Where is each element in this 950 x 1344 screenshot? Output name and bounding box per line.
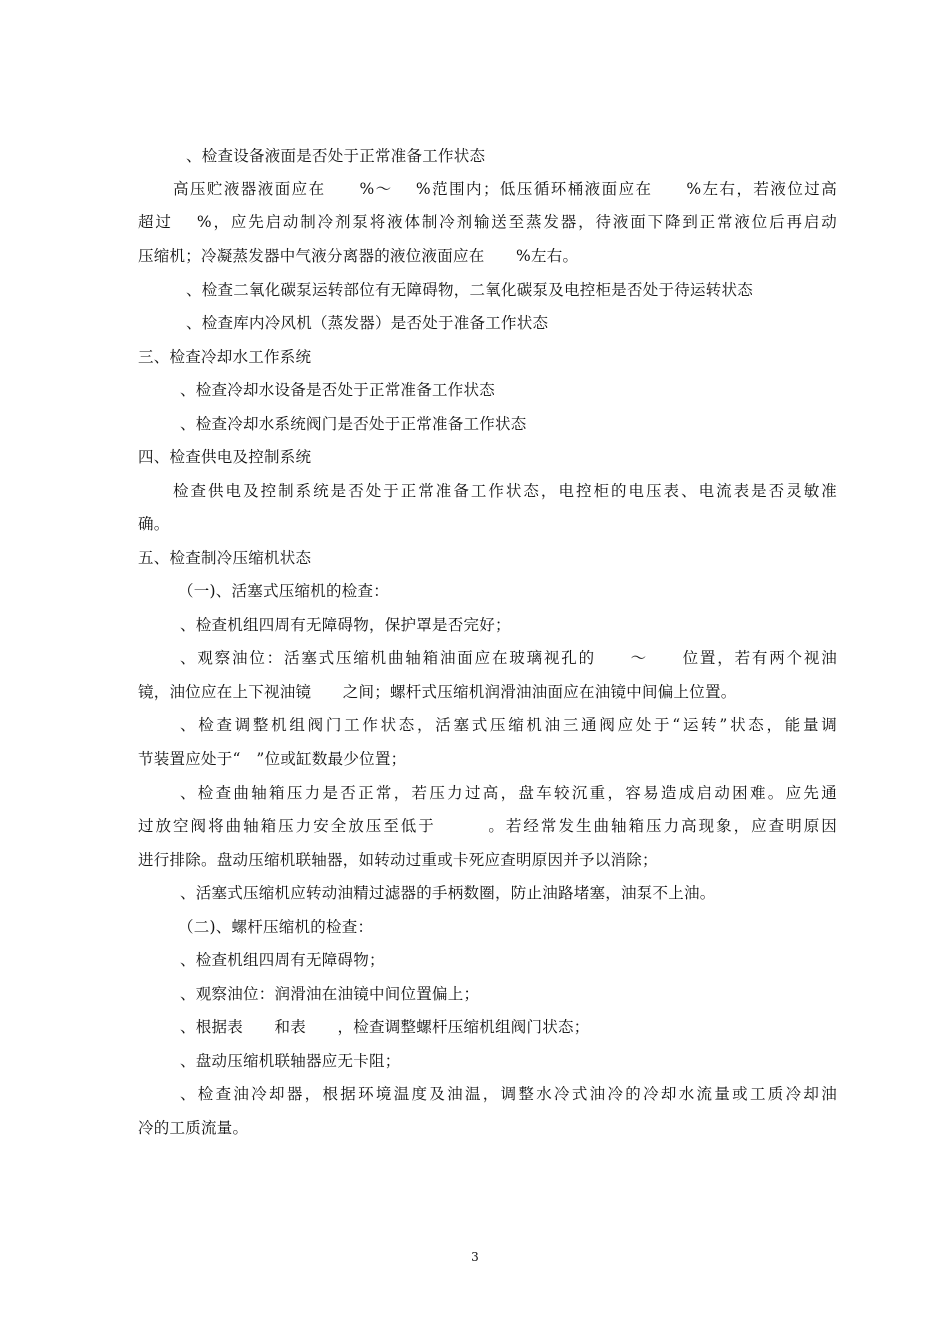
text-line: 节装置应处于“ ”位或缸数最少位置；	[138, 750, 407, 768]
sub-heading: （一)、活塞式压缩机的检查：	[178, 582, 390, 600]
section-heading: 三、检查冷却水工作系统	[138, 348, 312, 366]
text-line: 、检查冷却水设备是否处于正常准备工作状态	[180, 381, 496, 399]
text-line: 镜，油位应在上下视油镜 之间；螺杆式压缩机润滑油油面应在油镜中间偏上位置。	[138, 683, 737, 701]
text-line: 、检查曲轴箱压力是否正常，若压力过高，盘车较沉重，容易造成启动困难。应先通	[180, 784, 837, 802]
text-line: 、观察油位：活塞式压缩机曲轴箱油面应在玻璃视孔的 ～ 位置，若有两个视油	[180, 649, 837, 667]
text-line: 超过 %，应先启动制冷剂泵将液体制冷剂输送至蒸发器，待液面下降到正常液位后再启动	[138, 213, 837, 231]
text-line: 、根据表 和表 ，检查调整螺杆压缩机组阀门状态；	[180, 1018, 590, 1036]
text-line: 、盘动压缩机联轴器应无卡阻；	[180, 1052, 401, 1070]
page-number: 3	[471, 1250, 479, 1264]
text-line: 、检查冷却水系统阀门是否处于正常准备工作状态	[180, 415, 527, 433]
text-line: 高压贮液器液面应在 %～ %范围内；低压循环桶液面应在 %左右，若液位过高	[173, 180, 837, 198]
text-line: 、检查油冷却器，根据环境温度及油温，调整水冷式油冷的冷却水流量或工质冷却油	[180, 1085, 837, 1103]
text-line: 、检查库内冷风机（蒸发器）是否处于准备工作状态	[186, 314, 549, 332]
text-line: 冷的工质流量。	[138, 1119, 249, 1137]
text-line: 、观察油位：润滑油在油镜中间位置偏上；	[180, 985, 480, 1003]
text-line: 、检查二氧化碳泵运转部位有无障碍物，二氧化碳泵及电控柜是否处于待运转状态	[186, 281, 754, 299]
sub-heading: （二)、螺杆压缩机的检查：	[178, 918, 374, 936]
text-line: 、检查设备液面是否处于正常准备工作状态	[186, 147, 486, 165]
section-heading: 四、检查供电及控制系统	[138, 448, 312, 466]
text-line: 确。	[138, 515, 170, 533]
text-line: 、检查调整机组阀门工作状态，活塞式压缩机油三通阀应处于“运转”状态，能量调	[180, 716, 837, 734]
text-line: 进行排除。盘动压缩机联轴器，如转动过重或卡死应查明原因并予以消除；	[138, 851, 658, 869]
text-line: 、检查机组四周有无障碍物，保护罩是否完好；	[180, 616, 511, 634]
text-line: 过放空阀将曲轴箱压力安全放压至低于 。若经常发生曲轴箱压力高现象，应查明原因	[138, 817, 837, 835]
text-line: 检查供电及控制系统是否处于正常准备工作状态，电控柜的电压表、电流表是否灵敏准	[173, 482, 837, 500]
text-line: 压缩机；冷凝蒸发器中气液分离器的液位液面应在 %左右。	[138, 247, 579, 265]
text-line: 、活塞式压缩机应转动油精过滤器的手柄数圈，防止油路堵塞，油泵不上油。	[180, 884, 716, 902]
text-line: 、检查机组四周有无障碍物；	[180, 951, 385, 969]
section-heading: 五、检查制冷压缩机状态	[138, 549, 312, 567]
